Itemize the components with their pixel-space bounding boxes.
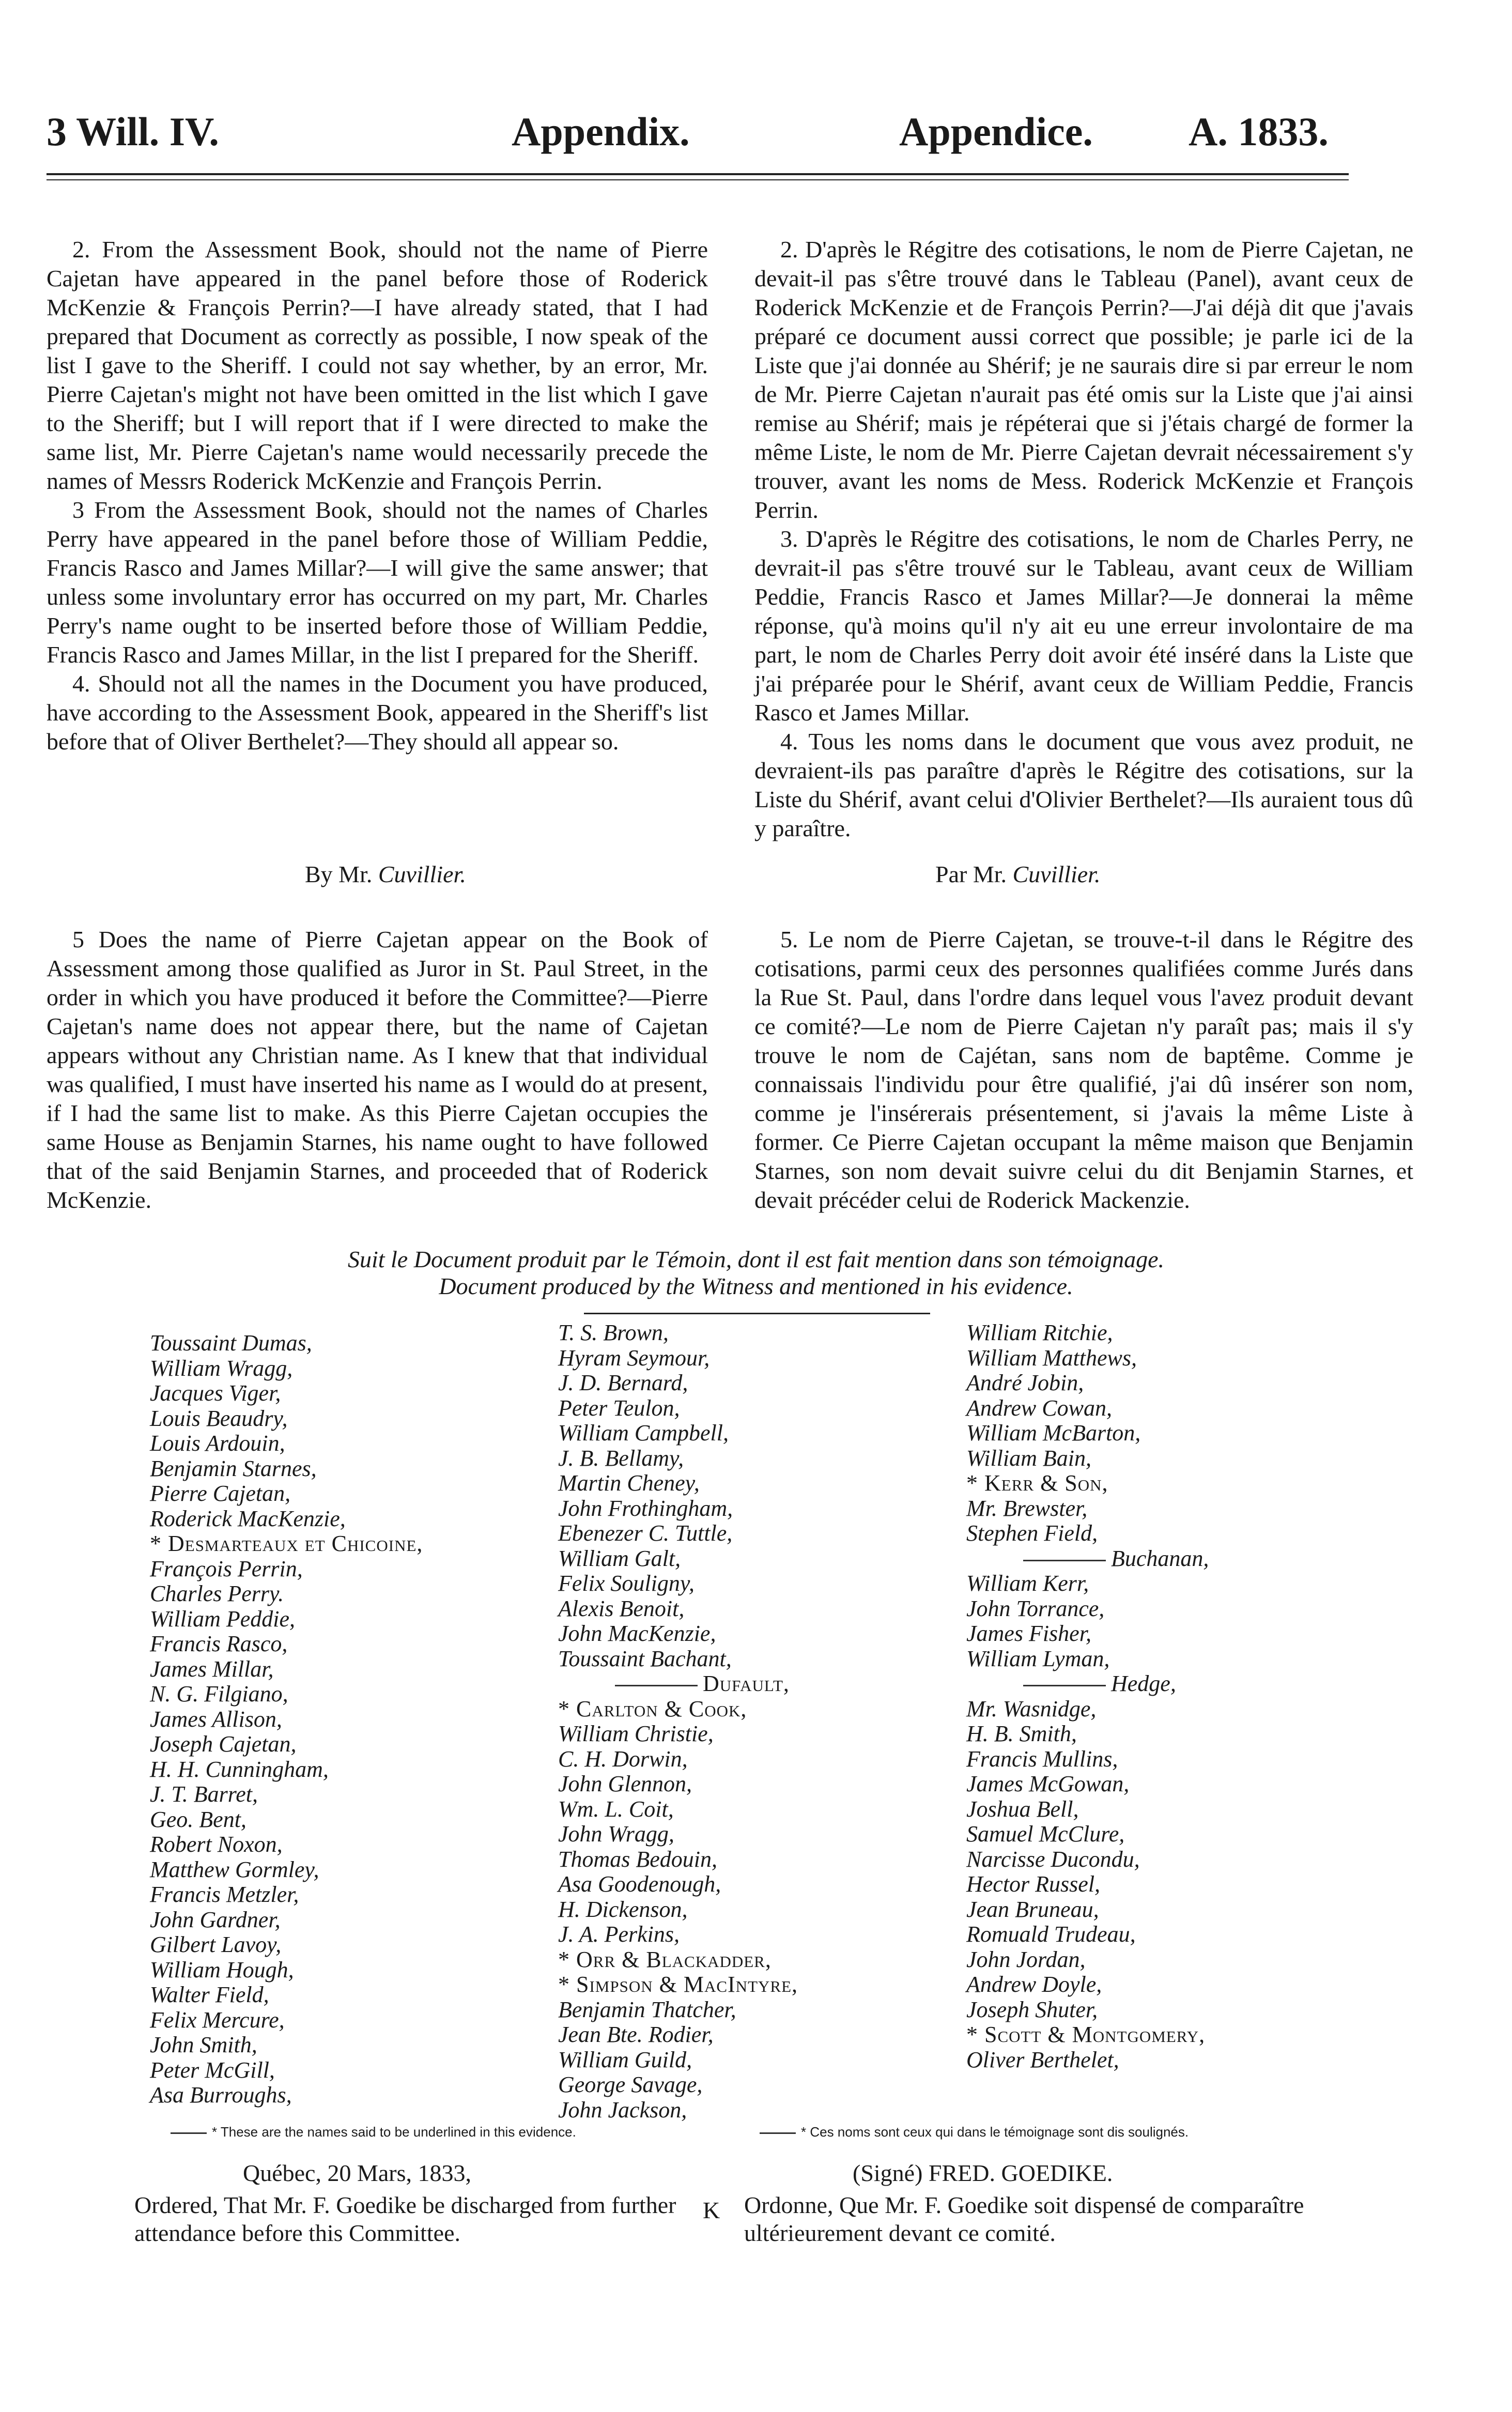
page-header: [31, 109, 1354, 165]
question-2-en: 2. From the Assessment Book, should not the name of Pierre Cajetan have appeared in the panel before those of Roderick McKenzie & François Perrin?—I have already stated, that I had prepared that Document as correctly as possible, I now speak of the list I gave to the Sheriff. I could not say whether, by an error, Mr. Pierre Cajetan's might not have been omitted in the list which I gave to the Sheriff; but I will report that if I were directed to make the same list, Mr. Pierre Cajetan's name would necessarily precede the names of Messrs Roderick McKenzie and François Perrin.: [47, 236, 708, 494]
juror-name: * Scott & Montgomery,: [966, 2022, 1209, 2048]
juror-name: J. A. Perkins,: [558, 1922, 680, 1947]
juror-name: Felix Souligny,: [558, 1571, 695, 1596]
juror-name: J. B. Bellamy,: [558, 1445, 684, 1471]
juror-name: Robert Noxon,: [150, 1832, 283, 1857]
juror-name: Hedge,: [966, 1671, 1209, 1697]
header-rule: [47, 173, 1349, 175]
juror-name: Roderick MacKenzie,: [150, 1505, 346, 1531]
juror-name: John Gardner,: [150, 1907, 281, 1932]
juror-name: James Allison,: [150, 1706, 282, 1732]
juror-name: * Kerr & Son,: [966, 1471, 1209, 1496]
juror-name: Samuel McClure,: [966, 1821, 1125, 1847]
juror-name: Alexis Benoit,: [558, 1595, 685, 1621]
juror-name: Oliver Berthelet,: [966, 2047, 1119, 2072]
juror-name: Stephen Field,: [966, 1520, 1098, 1546]
juror-name: John Torrance,: [966, 1595, 1105, 1621]
juror-name: J. T. Barret,: [150, 1781, 258, 1807]
juror-name: Benjamin Starnes,: [150, 1455, 317, 1481]
juror-name: T. S. Brown,: [558, 1320, 669, 1345]
name-list-column-2: [558, 1320, 798, 2123]
byline-prefix-fr: Par Mr.: [935, 861, 1007, 887]
english-column-q5: [47, 925, 708, 1215]
appendix-french: Appendice.: [899, 109, 1093, 154]
question-5-fr: 5. Le nom de Pierre Cajetan, se trouve-t-il dans le Régitre des cotisations, parmi ceux des personnes qualifiées comme Jurés dans la Rue St. Paul, dans l'ordre dans lequel vous l'avez produit devant ce comité?—Le nom de Pierre Cajetan n'y paraît pas; mais il s'y trouve le nom de Cajétan, sans nom de baptême. Comme je connaissais l'individu pour être qualifié, j'ai dû insérer son nom, comme je l'insérerais présentement, si j'avais la même Liste à former. Ce Pierre Cajetan occupant la même maison que Benjamin Starnes, son nom devait suivre celui du dit Benjamin Starnes, et devait précéder celui de Roderick Mackenzie.: [754, 926, 1413, 1213]
juror-name: Romuald Trudeau,: [966, 1922, 1136, 1947]
juror-name: Joshua Bell,: [966, 1796, 1079, 1822]
juror-name: N. G. Filgiano,: [150, 1681, 288, 1707]
juror-name: * Orr & Blackadder,: [558, 1947, 798, 1973]
witness-signature: (Signé) FRED. GOEDIKE.: [853, 2160, 1113, 2186]
juror-name: Asa Burroughs,: [150, 2082, 292, 2108]
document-title-english: Document produced by the Witness and mentioned in his evidence.: [439, 1273, 1073, 1299]
juror-name: John Glennon,: [558, 1771, 692, 1796]
juror-name: Jean Bruneau,: [966, 1896, 1099, 1922]
juror-name: Dufault,: [558, 1671, 798, 1697]
document-title-rule: [584, 1313, 930, 1314]
juror-name: H. B. Smith,: [966, 1721, 1077, 1746]
name-list-column-1: [150, 1331, 423, 2108]
juror-name: Charles Perry.: [150, 1581, 284, 1606]
session-year: A. 1833.: [1189, 109, 1329, 154]
question-3-fr: 3. D'après le Régitre des cotisations, le nom de Charles Perry, ne devrait-il pas s'être trouvé sur le Tableau, avant ceux de William Peddie, Francis Rasco et James Millar?—Je donnerai la même réponse, qu'à moins qu'il n'y ait eu une erreur involontaire de ma part, le nom de Charles Perry doit avoir été inséré dans la Liste que j'ai préparée pour le Shérif, avant ceux de William Peddie, Francis Rasco et James Millar.: [754, 526, 1413, 726]
juror-name: Wm. L. Coit,: [558, 1796, 674, 1822]
juror-name: William McBarton,: [966, 1420, 1141, 1446]
byline-english: [305, 861, 466, 888]
juror-name: H. H. Cunningham,: [150, 1756, 329, 1782]
juror-name: William Campbell,: [558, 1420, 729, 1446]
byline-name-en: Cuvillier.: [378, 861, 466, 887]
juror-name: Mr. Wasnidge,: [966, 1696, 1097, 1722]
juror-name: Andrew Cowan,: [966, 1395, 1112, 1421]
signature-mark: K: [703, 2197, 720, 2223]
juror-name: Thomas Bedouin,: [558, 1846, 717, 1872]
byline-prefix-en: By Mr.: [305, 861, 373, 887]
juror-name: Walter Field,: [150, 1982, 269, 2007]
appendix-english: Appendix.: [512, 109, 690, 154]
juror-name: John Frothingham,: [558, 1495, 733, 1521]
juror-name: William Bain,: [966, 1445, 1091, 1471]
juror-name: Geo. Bent,: [150, 1806, 246, 1832]
juror-name: John Smith,: [150, 2032, 257, 2057]
juror-name: Jacques Viger,: [150, 1380, 281, 1406]
english-column-top: [47, 235, 708, 756]
juror-name: William Christie,: [558, 1721, 714, 1746]
juror-name: Francis Rasco,: [150, 1631, 288, 1656]
juror-name: John Wragg,: [558, 1821, 674, 1847]
juror-name: William Wragg,: [150, 1355, 293, 1381]
name-list-column-3: [966, 1320, 1209, 2072]
juror-name: William Lyman,: [966, 1646, 1110, 1671]
juror-name: C. H. Dorwin,: [558, 1746, 688, 1772]
document-title-french: Suit le Document produit par le Témoin, dont il est fait mention dans son témoignage.: [347, 1246, 1165, 1272]
juror-name: Matthew Gormley,: [150, 1856, 319, 1882]
juror-name: William Peddie,: [150, 1606, 296, 1632]
juror-name: William Hough,: [150, 1957, 294, 1983]
juror-name: * Carlton & Cook,: [558, 1697, 798, 1722]
juror-name: Asa Goodenough,: [558, 1871, 721, 1897]
question-3-en: 3 From the Assessment Book, should not the names of Charles Perry have appeared in the panel before those of William Peddie, Francis Rasco and James Millar?—I will give the same answer; that unless some involuntary error has occurred on my part, Mr. Charles Perry's name ought to be inserted before those of William Peddie, Francis Rasco and James Millar, in the list I prepared for the Sheriff.: [47, 497, 708, 668]
juror-name: Mr. Brewster,: [966, 1495, 1088, 1521]
juror-name: Pierre Cajetan,: [150, 1481, 291, 1506]
juror-name: James McGowan,: [966, 1771, 1130, 1796]
juror-name: Ebenezer C. Tuttle,: [558, 1520, 733, 1546]
juror-name: Louis Beaudry,: [150, 1405, 288, 1431]
juror-name: James Fisher,: [966, 1621, 1091, 1646]
order-french: Ordonne, Que Mr. F. Goedike soit dispensé de comparaître ultérieurement devant ce comité.: [744, 2192, 1304, 2246]
juror-name: Francis Mullins,: [966, 1746, 1118, 1772]
juror-name: Peter McGill,: [150, 2057, 275, 2083]
juror-name: Benjamin Thatcher,: [558, 1996, 736, 2022]
juror-name: James Millar,: [150, 1656, 274, 1682]
juror-name: * Simpson & MacIntyre,: [558, 1972, 798, 1998]
french-column-q5: [754, 925, 1413, 1215]
juror-name: William Matthews,: [966, 1345, 1137, 1371]
juror-name: William Kerr,: [966, 1571, 1089, 1596]
byline-name-fr: Cuvillier.: [1012, 861, 1101, 887]
order-english: Ordered, That Mr. F. Goedike be discharged from further attendance before this Committee.: [134, 2192, 676, 2246]
juror-name: Martin Cheney,: [558, 1470, 700, 1496]
document-date: Québec, 20 Mars, 1833,: [243, 2160, 472, 2186]
header-rule-thin: [47, 179, 1349, 180]
french-column-top: [754, 235, 1413, 843]
question-2-fr: 2. D'après le Régitre des cotisations, le nom de Pierre Cajetan, ne devait-il pas s'être trouvé dans le Tableau (Panel), avant ceux de Roderick McKenzie et de François Perrin?—J'ai déjà dit que j'avais préparé ce document aussi correct que possible; je parle ici de la Liste que j'ai donnée au Shérif; je ne saurais dire si par erreur le nom de Mr. Pierre Cajetan n'aurait pas été omis sur la Liste que j'ai ainsi remise au Shérif; mais je répéterai que si j'étais chargé de former la même Liste, le nom de Mr. Pierre Cajetan devrait nécessairement s'y trouver, avant les noms de Mess. Roderick McKenzie et François Perrin.: [754, 236, 1413, 523]
byline-french: [935, 861, 1100, 888]
juror-name: Andrew Doyle,: [966, 1972, 1102, 1997]
juror-name: Toussaint Bachant,: [558, 1646, 732, 1671]
juror-name: Louis Ardouin,: [150, 1431, 285, 1456]
footnote-english: * These are the names said to be underlined in this evidence.: [171, 2124, 576, 2140]
juror-name: André Jobin,: [966, 1370, 1084, 1395]
question-5-en: 5 Does the name of Pierre Cajetan appear on the Book of Assessment among those qualified as Juror in St. Paul Street, in the order in which you have produced it before the Committee?—Pierre Cajetan's name does not appear there, but the name of Cajetan appears without any Christian name. As I knew that that individual was qualified, I must have inserted his name as I would do at present, if I had the same list to make. As this Pierre Cajetan occupies the same House as Benjamin Starnes, his name ought to have followed that of the said Benjamin Starnes, and proceeded that of Roderick McKenzie.: [47, 926, 708, 1213]
regnal-year: 3 Will. IV.: [47, 109, 219, 154]
footnote-french: * Ces noms sont ceux qui dans le témoignage sont dis soulignés.: [760, 2124, 1189, 2140]
juror-name: William Guild,: [558, 2047, 692, 2072]
juror-name: Felix Mercure,: [150, 2007, 285, 2033]
juror-name: * Desmarteaux et Chicoine,: [150, 1531, 423, 1557]
juror-name: Francis Metzler,: [150, 1882, 299, 1907]
juror-name: Gilbert Lavoy,: [150, 1932, 282, 1957]
juror-name: George Savage,: [558, 2072, 703, 2097]
juror-name: Toussaint Dumas,: [150, 1330, 312, 1356]
juror-name: Narcisse Ducondu,: [966, 1846, 1140, 1872]
juror-name: J. D. Bernard,: [558, 1370, 688, 1395]
juror-name: John Jordan,: [966, 1946, 1086, 1972]
juror-name: Peter Teulon,: [558, 1395, 680, 1421]
juror-name: Buchanan,: [966, 1546, 1209, 1572]
juror-name: William Galt,: [558, 1545, 681, 1571]
juror-name: Jean Bte. Rodier,: [558, 2022, 714, 2047]
juror-name: Hector Russel,: [966, 1871, 1101, 1897]
juror-name: John Jackson,: [558, 2097, 687, 2123]
juror-name: Joseph Shuter,: [966, 1996, 1098, 2022]
juror-name: Hyram Seymour,: [558, 1345, 710, 1371]
juror-name: H. Dickenson,: [558, 1896, 688, 1922]
question-4-en: 4. Should not all the names in the Document you have produced, have according to the Assessment Book, appeared in the Sheriff's list before that of Oliver Berthelet?—They should all appear so.: [47, 670, 708, 755]
juror-name: John MacKenzie,: [558, 1621, 716, 1646]
question-4-fr: 4. Tous les noms dans le document que vous avez produit, ne devraient-ils pas paraître d'après le Régitre des cotisations, sur la Liste du Shérif, avant celui d'Olivier Berthelet?—Ils auraient tous dû y paraître.: [754, 728, 1413, 841]
juror-name: François Perrin,: [150, 1556, 303, 1581]
juror-name: William Ritchie,: [966, 1320, 1113, 1345]
juror-name: Joseph Cajetan,: [150, 1731, 297, 1757]
